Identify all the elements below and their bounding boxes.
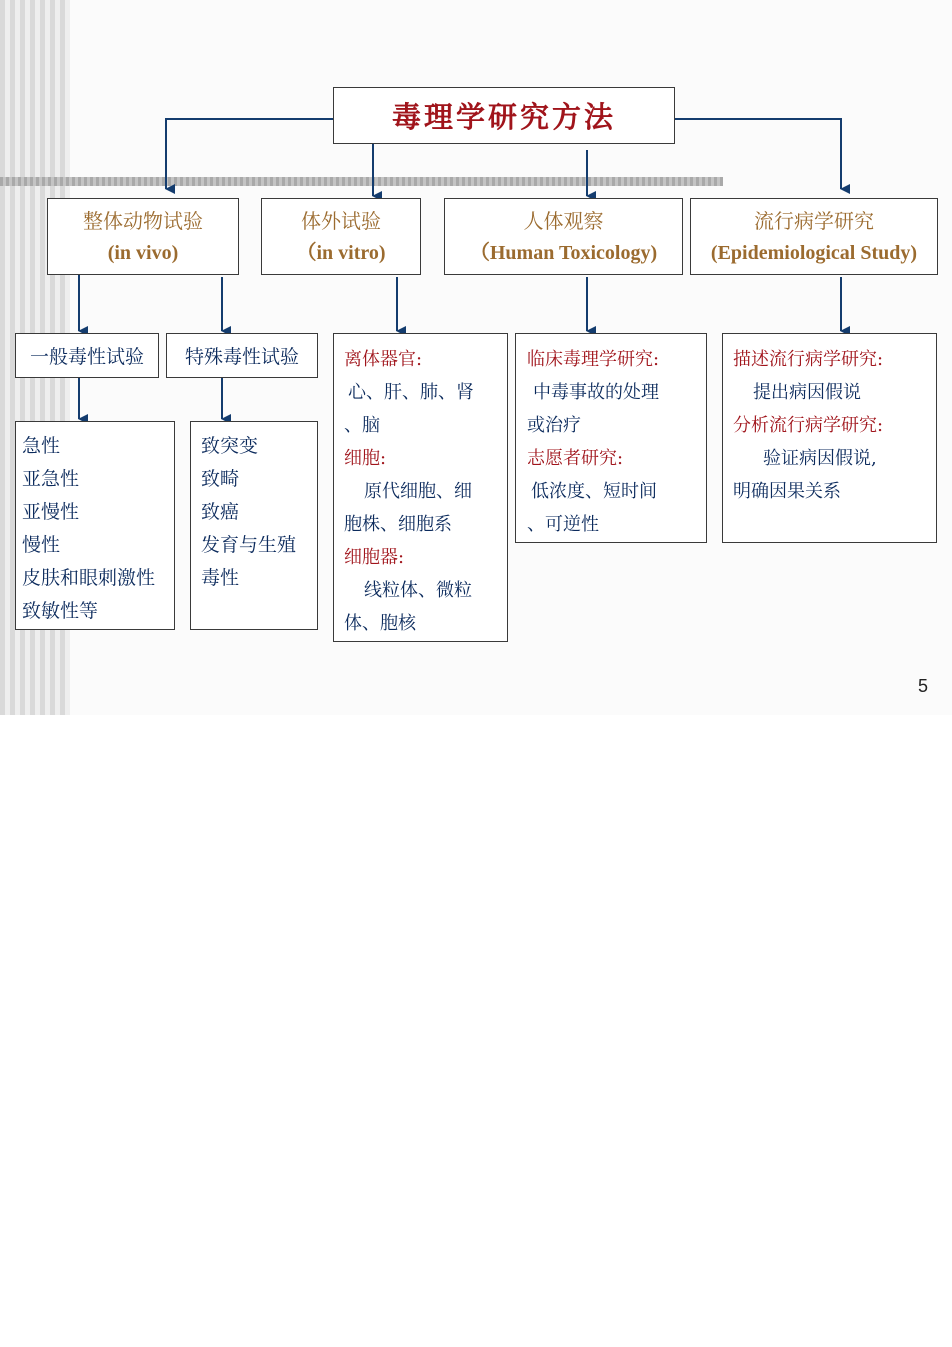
invitro-heading: 细胞: (344, 448, 387, 469)
list-item: 致敏性等 (22, 600, 99, 622)
special-toxicity-list-box (190, 421, 318, 630)
special-toxicity-box (166, 333, 318, 378)
category-invivo (47, 198, 239, 275)
epi-heading: 描述流行病学研究: (733, 349, 884, 370)
list-item: 致癌 (201, 501, 240, 523)
invitro-line: 胞株、细胞系 (344, 514, 452, 535)
category-invitro (261, 198, 421, 275)
list-item: 皮肤和眼刺激性 (22, 567, 156, 589)
invitro-line: 体、胞核 (344, 613, 416, 634)
human-line: 、可逆性 (527, 514, 599, 535)
category-name: 人体观察 (523, 208, 604, 233)
diagram-title: 毒理学研究方法 (391, 100, 616, 134)
list-item: 慢性 (22, 534, 61, 556)
epi-line: 验证病因假说, (763, 448, 877, 469)
invitro-detail-box (333, 333, 508, 642)
epi-detail-box (722, 333, 937, 543)
list-item: 亚急性 (22, 468, 80, 490)
general-toxicity-list-box (15, 421, 175, 630)
human-heading: 临床毒理学研究: (527, 349, 660, 370)
category-epi (690, 198, 938, 275)
invitro-detail-text (344, 343, 474, 640)
invitro-line: 心、肝、肺、肾 (348, 382, 474, 403)
human-line: 中毒事故的处理 (533, 382, 659, 403)
list-item: 毒性 (201, 567, 240, 589)
category-name: 体外试验 (301, 208, 381, 233)
special-toxicity-label: 特殊毒性试验 (184, 346, 299, 368)
general-toxicity-list (22, 430, 155, 628)
page-number: 5 (917, 676, 928, 696)
category-sub: (in vivo) (107, 241, 179, 264)
human-line: 低浓度、短时间 (531, 481, 657, 502)
epi-line: 提出病因假说 (753, 382, 861, 403)
list-item: 发育与生殖 (201, 534, 297, 556)
category-sub: (Epidemiological Study) (710, 241, 918, 264)
human-line: 或治疗 (527, 415, 581, 436)
list-item: 急性 (22, 435, 61, 457)
invitro-line: 线粒体、微粒 (364, 580, 472, 601)
list-item: 致突变 (201, 435, 259, 457)
title-box (333, 87, 675, 144)
arrow-to-invivo (166, 119, 333, 189)
category-name: 整体动物试验 (83, 208, 203, 233)
category-sub: （Human Toxicology) (469, 241, 658, 264)
epi-heading: 分析流行病学研究: (733, 415, 884, 436)
category-name: 流行病学研究 (754, 208, 874, 233)
invitro-line: 原代细胞、细 (364, 481, 472, 502)
category-human (444, 198, 683, 275)
invitro-heading: 离体器官: (344, 349, 423, 370)
general-toxicity-label: 一般毒性试验 (29, 346, 144, 368)
human-detail-box (515, 333, 707, 543)
human-detail-text (527, 343, 659, 541)
epi-line: 明确因果关系 (733, 481, 841, 502)
arrow-to-epi (674, 119, 841, 189)
invitro-line: 、脑 (344, 415, 380, 436)
list-item: 亚慢性 (22, 501, 80, 523)
special-toxicity-list (201, 430, 296, 595)
epi-detail-text (733, 343, 883, 508)
general-toxicity-box (15, 333, 159, 378)
list-item: 致畸 (201, 468, 240, 490)
category-sub: （in vitro) (296, 241, 386, 264)
invitro-heading: 细胞器: (344, 547, 405, 568)
human-heading: 志愿者研究: (527, 448, 624, 469)
